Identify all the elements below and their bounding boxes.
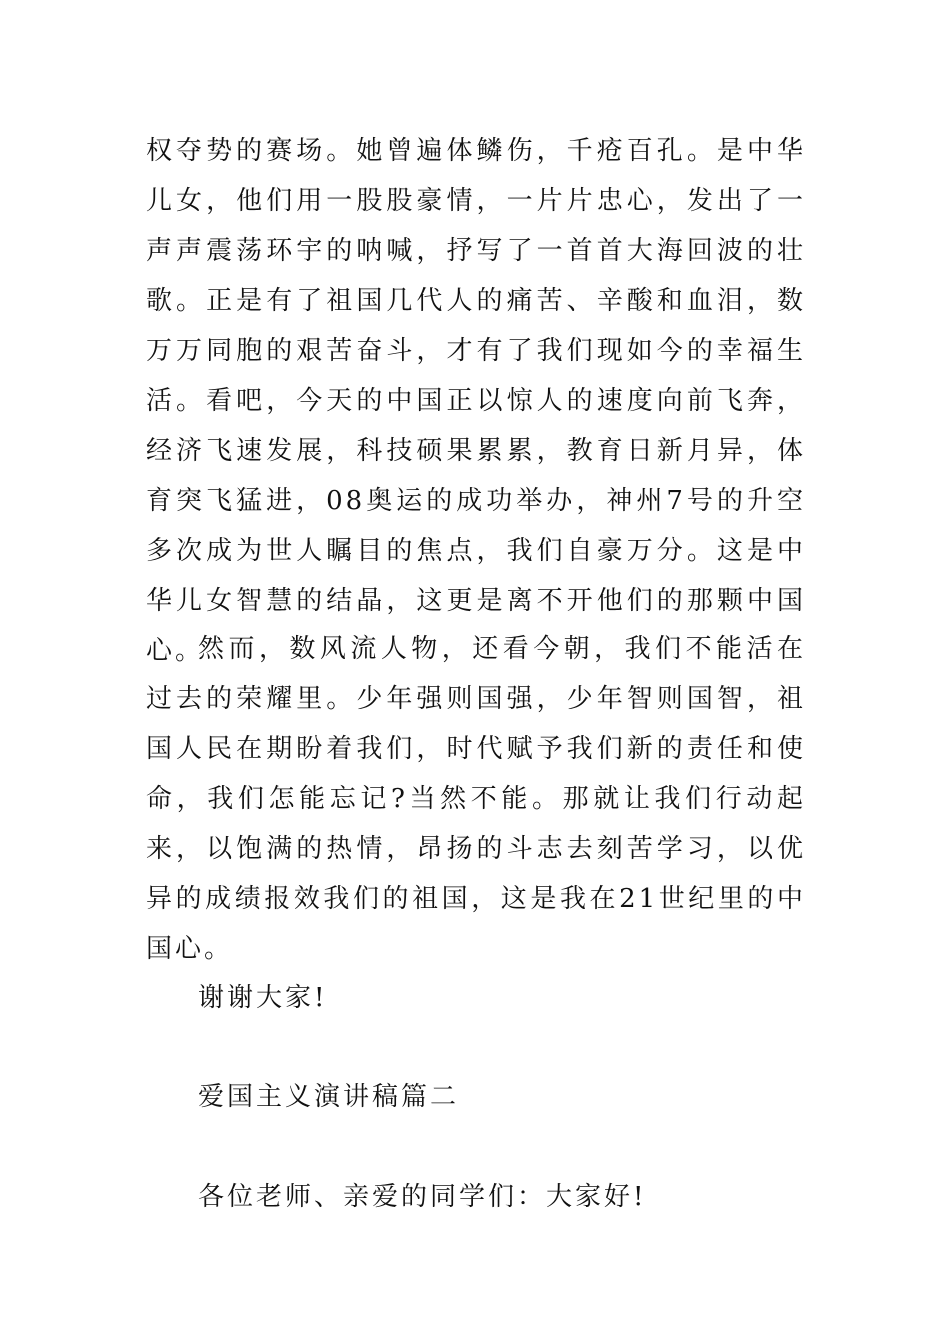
- paragraph-continuation: 权夺势的赛场。她曾遍体鳞伤，千疮百孔。是中华儿女，他们用一股股豪情，一片片忠心，发出了一声声震荡环宇的呐喊，抒写了一首首大海回波的壮歌。正是有了祖国几代人的痛苦、辛酸和血泪，数万万同胞的艰苦奋斗，才有了我们现如今的幸福生活。看吧，今天的中国正以惊人的速度向前飞奔，经济飞速发展，科技硕果累累，教育日新月异，体育突飞猛进，08奥运的成功举办，神州7号的升空多次成为世人瞩目的焦点，我们自豪万分。这是中华儿女智慧的结晶，这更是离不开他们的那颗中国心。: [146, 136, 806, 666]
- paragraph-conclusion: 然而，数风流人物，还看今朝，我们不能活在过去的荣耀里。少年强则国强，少年智则国智，祖国人民在期盼着我们，时代赋予我们新的责任和使命，我们怎能忘记?当然不能。那就让我们行动起来，以饱满的热情，昂扬的斗志去刻苦学习，以优异的成绩报效我们的祖国，这是我在21世纪里的中国心。: [146, 634, 806, 964]
- section-heading: 爱国主义演讲稿篇二: [198, 1082, 460, 1112]
- thanks-line: 谢谢大家!: [198, 983, 328, 1013]
- greeting-line: 各位老师、亲爱的同学们：大家好!: [198, 1182, 647, 1212]
